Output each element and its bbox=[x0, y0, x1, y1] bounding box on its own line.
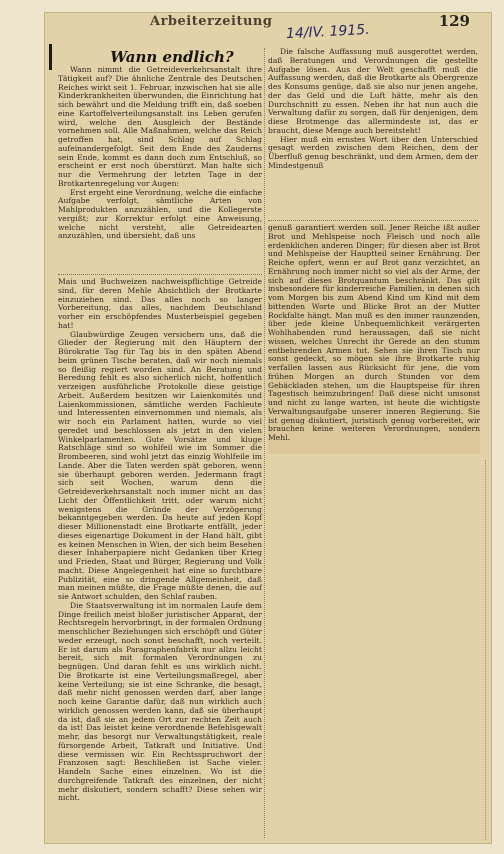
right-column-part2 bbox=[268, 224, 480, 454]
paragraph: Wann nimmt die Getreideverkehrsanstalt ihre Tätigkeit auf? Die ähnliche Zentrale des Deutschen Reiches wirkt seit 1. Februar, inzwischen hat sie alle Kinderkrankheiten überwunden, die Einrichtung hat sich bewährt und die Meldung trifft ein, daß soeben eine Kartoffelverteilungsanstalt ins Leben gerufen wird, welche den Ausgleich der Bestände vornehmen soll. Alle Maßnahmen, welche das Reich getroffen hat, sind Schlag auf Schlag aufeinandergefolgt. Seit dem Ende des Zauderns sein Ende, kommt es dann doch zum Entschluß, so erscheint er erst noch überstürzt. Man halte sich nur die Vermehrung der letzten Tage in der Brotkartenregelung vor Augen: bbox=[58, 65, 262, 188]
margin-mark bbox=[49, 44, 52, 70]
paragraph: Die falsche Auffassung muß ausgerottet werden, daß Beratungen und Verordnungen die gestellte Aufgabe lösen. Aus der Welt geschafft muß die Auffassung werden, daß die Brotkarte als Obergrenze des Konsums genüge, daß sie also nur jenen angehe, der das Geld und die Luft hätte, mehr als den Durchschnitt zu essen. Neben ihr hat nun auch die Verwaltung dafür zu sorgen, daß für denjenigen, dem diese Brotmenge das allermindeste ist, das er braucht, diese Menge auch bereitsteht! bbox=[268, 47, 478, 135]
paragraph: Erst ergeht eine Verordnung, welche die einfache Aufgabe verfolgt, sämtliche Arten von Mahlprodukten anzuzählen, und die Kollegerste vergißt; zur Korrektur erfolgt eine Anweisung, welche nicht versteht, alle Getreidearten anzuzählen, und übersieht, daß uns bbox=[58, 187, 262, 241]
right-column-part1 bbox=[268, 48, 478, 218]
article-title: Wann endlich? bbox=[110, 48, 234, 66]
section-divider bbox=[268, 220, 478, 221]
paragraph: Glaubwürdige Zeugen versichern uns, daß die Glieder der Regierung mit den Häuptern der Bürokratie Tag für Tag bis in den späten Abend beim grünen Tische beraten, daß wir noch niemals so fleißig regiert worden sind. An Beratung und Beredung fehlt es also sicherlich nicht, hoffentlich verzeigen ausführliche Protokolle diese geistige Arbeit. Außerdem besitzen wir Laienkomités und Laienkommissionen, sämtliche werden Fachleute und Interessenten einvernommen und niemals, als wir noch ein Parlament hatten, wurde so viel geredet und beschlossen als jetzt in den vielen Winkelparlamenten. Gute Vorsätze und kluge Ratschläge sind so wohlfeil wie im Sommer die Brombeeren, sind wohl jetzt das einzig Wohlfeile im Lande. Aber die Taten werden spät geboren, wenn sie überhaupt geboren werden. Jedermann fragt sich seit Wochen, warum denn die Getreideverkehrsanstalt noch immer nicht an das Licht der Öffentlichkeit tritt, oder warum nicht wenigstens die Gründe der Verzögerung bekanntgegeben werden. Da heute auf jeden Kopf dieser Millionenstadt eine Brotkarte entfällt, jeder dieses eigenartige Dokument in der Hand hält, gibt es keinen Menschen in Wien, der sich beim Besehen dieser Inhaberpapiere nicht Gedanken über Krieg und Frieden, Staat und Bürger, Regierung und Volk macht. Diese Angelegenheit hat eine so furchtbare Publizität, eine so dringende Allgemeinheit, daß man meinen müßte, die Frage müßte denen, die auf sie Antwort schulden, den Schlaf rauben. bbox=[58, 329, 262, 601]
left-column-part1 bbox=[58, 66, 262, 270]
column-separator bbox=[264, 48, 265, 838]
masthead: Arbeiterzeitung bbox=[150, 14, 273, 29]
edge-perforation bbox=[485, 460, 486, 840]
left-column-part2 bbox=[58, 278, 262, 838]
paragraph: Hier muß ein ernstes Wort über den Unterschied gesagt werden zwischen dem Reichen, dem der Überfluß genug beschränkt, und dem Armen, dem der Mindestgenuß bbox=[268, 134, 478, 170]
paragraph: Mais und Buchweizen nachweispflichtige Getreide sind, für deren Mehle Absichtlich der Brotkarte einzuziehen sind. Das alles noch so langer Vorbereitung, das alles, nachdem Deutschland vorher ein erschöpfendes Musterbeispiel gegeben hat! bbox=[58, 277, 262, 330]
section-divider bbox=[58, 274, 262, 275]
paragraph: Die Staatsverwaltung ist im normalen Laufe dem Dinge freilich meist bloßer juristischer Apparat, der Rechtsregeln hervorbringt, in der formalen Ordnung menschlicher Beziehungen sich erschöpft und Güter weder erzeugt, noch sonst beschafft, noch verteilt. Er ist darum als Paragraphenfabrik nur allzu leicht bereit, sich mit formalen Verordnungen zu begnügen. Und daran fehlt es uns wirklich nicht. Die Brotkarte ist eine Verteilungsmaßregel, aber keine Verteilung; sie ist eine Schranke, die besagt, daß mehr nicht genossen werden darf, aber lange noch keine Garantie dafür, daß nun wirklich auch wirklich genossen werden kann, daß sie überhaupt da ist, daß sie an jedem Ort zur rechten Zeit auch da ist! Das leistet keine verordnende Befehlsgewalt mehr, das besorgt nur Verwaltungstätigkeit, reale fürsorgende Arbeit, Tatkraft und Initiative. Und diese vermissen wir. Ein Rechtsspruchwort der Franzosen sagt: Beschließen ist Sache vieler. Handeln Sache eines einzelnen. Wo ist die durchgreifende Tatkraft des einzelnen, der nicht mehr diskutiert, sondern schafft? Diese sehen wir nicht. bbox=[58, 600, 262, 803]
page-number: 129 bbox=[438, 12, 470, 30]
handwritten-date: 14/IV. 1915. bbox=[285, 21, 370, 43]
paragraph: genuß garantiert werden soll. Jener Reiche ißt außer Brot und Mehlspeise noch Fleisch und noch alle erdenklichen anderen Dinger; für diesen aber ist Brot und Mehlspeise der Hauptteil seiner Ernährung. Der Reiche opfert, wenn er auf Brot ganz verzichtet, an Ernährung noch immer nicht so viel als der Arme, der sich auf dieses Brotquantum beschränkt. Das gilt insbesondere für kinderreiche Familien, in denen sich vom Morgen bis zum Abend Kind um Kind mit dem bittenden Worte und Blicke Brot an der Mutter Rockfalte hängt. Man muß es den immer raunzenden, über jede kleine Unbequemlichkeit verärgerten Wohlhabenden rund heraussagen, daß sie nicht wissen, welches Unrecht ihr Gerede an den stumm entbehrenden Armen tut. Sehen sie ihren Tisch nur sonst gedeckt, so mögen sie ihre Brotkarte ruhig verfallen lassen aus Rücksicht für jene, die vom frühen Morgen an durch Stunden vor dem Gebäckladen stehen, um die Hauptspeise für ihren Tagestisch heimzubringen! Daß diese nicht umsonst und nicht zu lange warten, ist heute die wichtigste Verwaltungsaufgabe unserer inneren Regierung. Sie ist genug diskutiert, juristisch genug vorbereitet, wir brauchen keine weiteren Verordnungen, sondern Mehl. bbox=[268, 223, 480, 442]
